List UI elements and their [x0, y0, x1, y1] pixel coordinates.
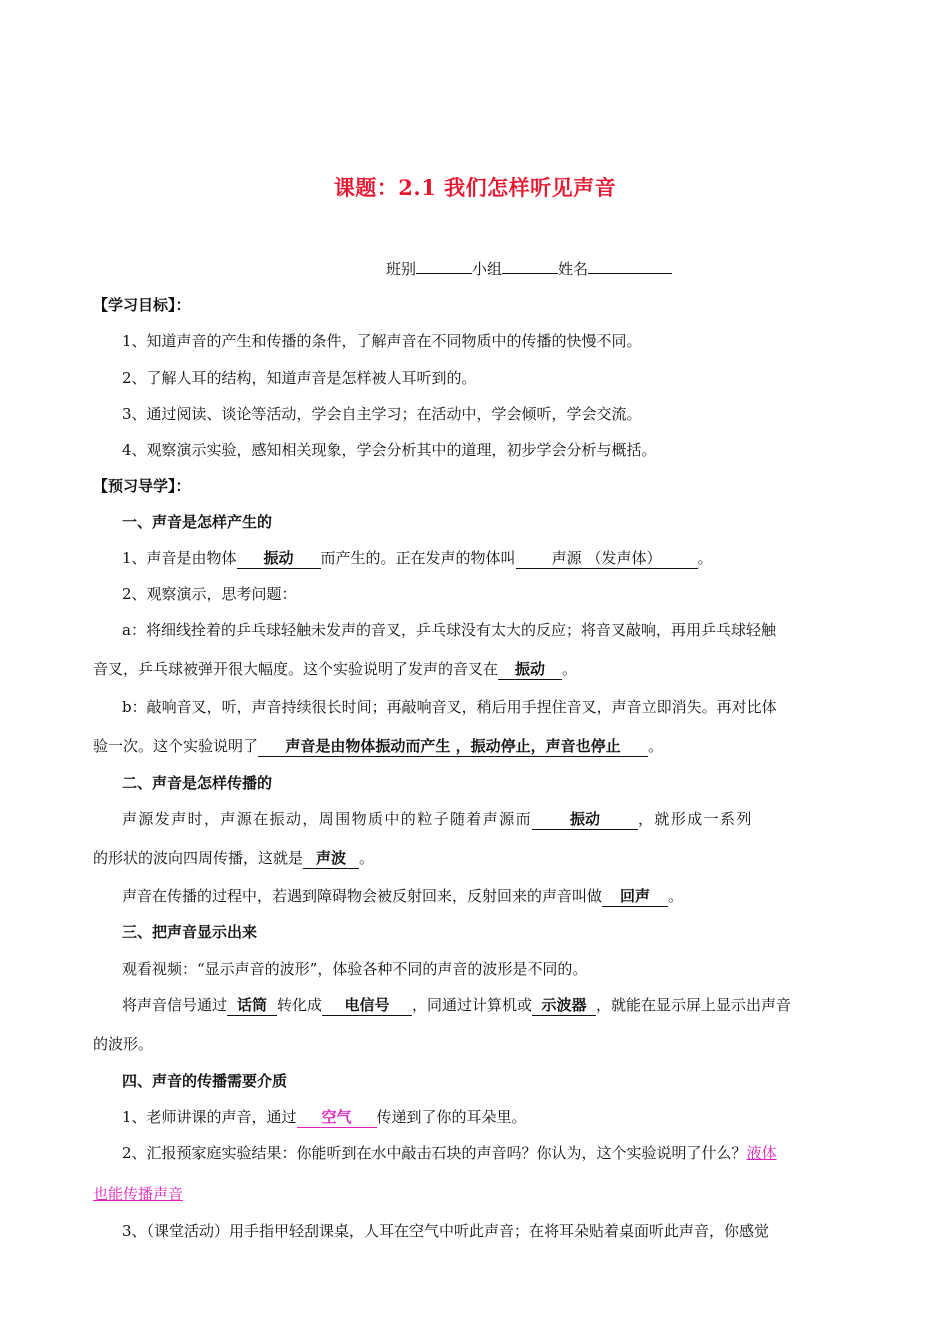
group-blank[interactable]	[502, 257, 558, 274]
answer-air: 空气	[297, 1107, 377, 1128]
answer-liquid-continued: 也能传播声音	[93, 1185, 184, 1203]
answer-sound-wave: 声波	[303, 848, 359, 869]
section-1-question-2: 2、观察演示，思考问题：	[122, 585, 297, 603]
section-4-question-3: 3、（课堂活动）用手指甲轻刮课桌，人耳在空气中听此声音；在将耳朵贴着桌面听此声音，你感觉	[122, 1222, 770, 1240]
answer-vibration: 振动	[237, 548, 321, 569]
answer-sound-production: 声音是由物体振动而产生 ，振动停止，声音也停止	[258, 736, 648, 757]
answer-liquid: 液体	[746, 1144, 777, 1162]
answer-echo: 回声	[602, 886, 668, 907]
section-1-question-1: 1、声音是由物体 振动 而产生的。正在发声的物体叫 声源 （发声体） 。	[122, 549, 713, 567]
class-label: 班别	[386, 260, 417, 278]
goal-item-4: 4、观察演示实验，感知相关现象，学会分析其中的道理，初步学会分析与概括。	[122, 441, 657, 459]
section-2-heading: 二、声音是怎样传播的	[122, 774, 273, 792]
answer-electric-signal: 电信号	[322, 995, 412, 1016]
page-title: 课题：2.1 我们怎样听见声音	[333, 175, 617, 200]
goal-item-1: 1、知道声音的产生和传播的条件，了解声音在不同物质中的传播的快慢不同。	[122, 332, 642, 350]
goals-heading: 【学习目标】：	[93, 296, 191, 314]
section-4-question-1: 1、老师讲课的声音，通过 空气 传递到了你的耳朵里。	[122, 1108, 527, 1126]
answer-particle-vibration: 振动	[532, 809, 638, 830]
answer-microphone: 话筒	[227, 995, 277, 1016]
experiment-b-line-2: 验一次。这个实验说明了 声音是由物体振动而产生 ，振动停止，声音也停止 。	[93, 737, 664, 755]
student-info-row	[386, 257, 706, 281]
section-3-paragraph-2-line-2: 的波形。	[93, 1035, 154, 1053]
experiment-a-line-2: 音叉，乒乓球被弹开很大幅度。这个实验说明了发声的音叉在 振动 。	[93, 660, 578, 678]
section-3-paragraph-2-line-1: 将声音信号通过 话筒 转化成 电信号 ，同通过计算机或 示波器 ，就能在显示屏上显示出声音	[122, 996, 792, 1014]
section-2-paragraph-2: 声音在传播的过程中，若遇到障碍物会被反射回来，反射回来的声音叫做 回声 。	[122, 887, 684, 905]
group-label: 小组	[472, 260, 503, 278]
answer-sound-source: 声源 （发声体）	[516, 548, 698, 569]
section-4-question-2-line-1: 2、汇报预家庭实验结果：你能听到在水中敲击石块的声音吗？你认为，这个实验说明了什么？液体	[122, 1144, 777, 1162]
experiment-a-line-1: a：将细线拴着的乒乓球轻触未发声的音叉，乒乓球没有太大的反应；将音叉敲响，再用乒乓球轻触	[122, 621, 776, 639]
name-label: 姓名	[558, 260, 589, 278]
section-3-paragraph-1: 观看视频：“显示声音的波形”，体验各种不同的声音的波形是不同的。	[122, 960, 588, 978]
section-4-question-2-line-2	[93, 1182, 861, 1206]
preview-heading: 【预习导学】：	[93, 477, 191, 495]
goal-item-2: 2、了解人耳的结构，知道声音是怎样被人耳听到的。	[122, 369, 477, 387]
section-1-heading: 一、声音是怎样产生的	[122, 513, 273, 531]
class-blank[interactable]	[416, 257, 472, 274]
section-3-heading: 三、把声音显示出来	[122, 923, 258, 941]
answer-oscilloscope: 示波器	[532, 995, 596, 1016]
name-blank[interactable]	[588, 257, 672, 274]
answer-tuning-fork: 振动	[498, 659, 562, 680]
experiment-b-line-1: b：敲响音叉，听，声音持续很长时间；再敲响音叉，稍后用手捏住音叉，声音立即消失。再对比体	[122, 698, 777, 716]
section-4-heading: 四、声音的传播需要介质	[122, 1072, 288, 1090]
section-2-paragraph-1-line-2: 的形状的波向四周传播，这就是 声波 。	[93, 849, 375, 867]
section-2-paragraph-1-line-1: 声源发声时，声源在振动，周围物质中的粒子随着声源而 振动 ，就形成一系列	[122, 810, 753, 828]
goal-item-3: 3、通过阅读、谈论等活动，学会自主学习；在活动中，学会倾听，学会交流。	[122, 405, 642, 423]
